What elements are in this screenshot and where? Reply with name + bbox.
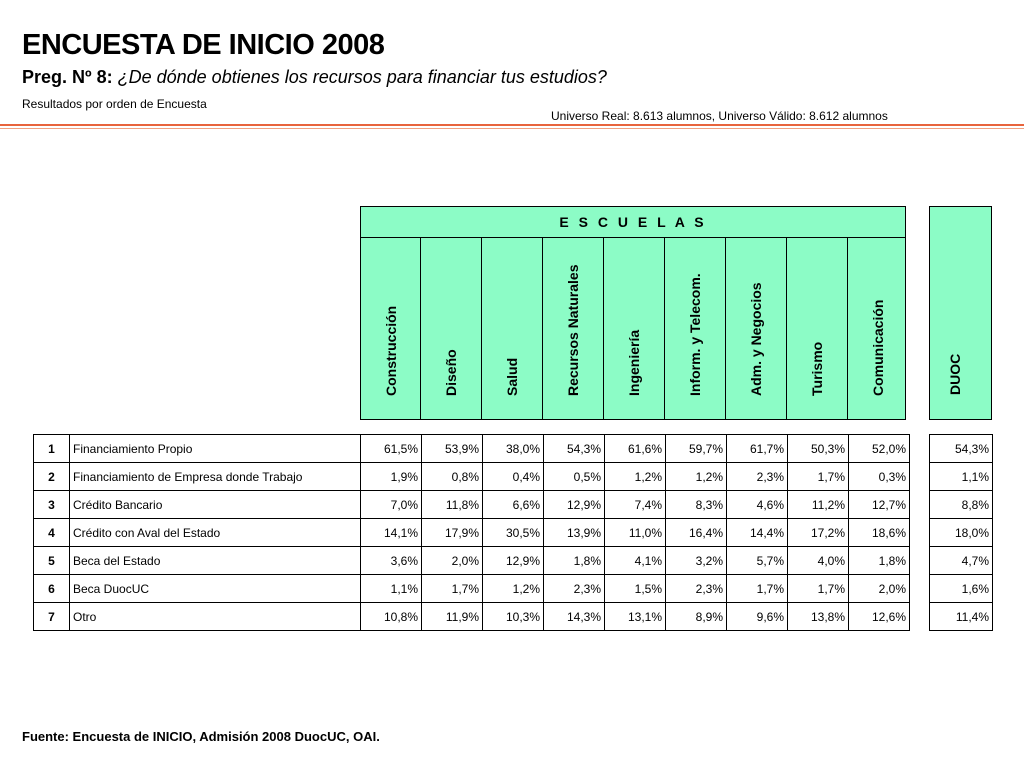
value-cell: 1,2% <box>666 463 727 491</box>
table-row <box>34 575 910 603</box>
row-label: Otro <box>70 603 361 631</box>
value-cell: 52,0% <box>849 435 910 463</box>
accent-rule-thin <box>0 128 1024 129</box>
school-column <box>725 238 786 420</box>
table-row <box>34 547 910 575</box>
duoc-value-cell: 8,8% <box>930 491 993 519</box>
duoc-value-cell: 18,0% <box>930 519 993 547</box>
subtitle: Resultados por orden de Encuesta <box>22 97 207 111</box>
value-cell: 18,6% <box>849 519 910 547</box>
value-cell: 13,8% <box>788 603 849 631</box>
row-rank: 1 <box>34 435 70 463</box>
duoc-row <box>930 603 993 631</box>
value-cell: 7,4% <box>605 491 666 519</box>
value-cell: 1,2% <box>605 463 666 491</box>
school-column-label: Turismo <box>809 341 825 396</box>
schools-group-label: E S C U E L A S <box>361 207 905 238</box>
schools-header <box>360 206 906 420</box>
school-column <box>542 238 603 420</box>
row-rank: 2 <box>34 463 70 491</box>
duoc-row <box>930 575 993 603</box>
row-label: Crédito Bancario <box>70 491 361 519</box>
value-cell: 3,2% <box>666 547 727 575</box>
value-cell: 11,8% <box>422 491 483 519</box>
value-cell: 1,9% <box>361 463 422 491</box>
row-rank: 6 <box>34 575 70 603</box>
value-cell: 11,0% <box>605 519 666 547</box>
value-cell: 1,8% <box>849 547 910 575</box>
value-cell: 61,6% <box>605 435 666 463</box>
row-label: Beca del Estado <box>70 547 361 575</box>
value-cell: 10,8% <box>361 603 422 631</box>
duoc-header <box>929 206 992 420</box>
duoc-row <box>930 547 993 575</box>
value-cell: 2,0% <box>422 547 483 575</box>
value-cell: 11,9% <box>422 603 483 631</box>
row-label: Beca DuocUC <box>70 575 361 603</box>
value-cell: 9,6% <box>727 603 788 631</box>
duoc-column-label: DUOC <box>947 353 963 395</box>
universe-note: Universo Real: 8.613 alumnos, Universo Válido: 8.612 alumnos <box>551 109 888 123</box>
value-cell: 6,6% <box>483 491 544 519</box>
value-cell: 61,7% <box>727 435 788 463</box>
value-cell: 50,3% <box>788 435 849 463</box>
school-column-label: Ingeniería <box>626 329 642 396</box>
value-cell: 1,5% <box>605 575 666 603</box>
value-cell: 13,1% <box>605 603 666 631</box>
school-column <box>481 238 542 420</box>
value-cell: 5,7% <box>727 547 788 575</box>
school-column <box>603 238 664 420</box>
row-rank: 4 <box>34 519 70 547</box>
value-cell: 17,9% <box>422 519 483 547</box>
school-column <box>786 238 847 420</box>
school-column-label: Recursos Naturales <box>565 264 581 396</box>
value-cell: 4,0% <box>788 547 849 575</box>
duoc-value-cell: 54,3% <box>930 435 993 463</box>
value-cell: 30,5% <box>483 519 544 547</box>
table-row <box>34 463 910 491</box>
value-cell: 0,8% <box>422 463 483 491</box>
duoc-row <box>930 491 993 519</box>
page-title: ENCUESTA DE INICIO 2008 <box>22 29 385 61</box>
table-row <box>34 491 910 519</box>
table-row <box>34 519 910 547</box>
value-cell: 12,9% <box>483 547 544 575</box>
row-label: Financiamiento de Empresa donde Trabajo <box>70 463 361 491</box>
value-cell: 2,3% <box>666 575 727 603</box>
school-column-label: Adm. y Negocios <box>748 282 764 396</box>
school-column <box>847 238 908 420</box>
school-column <box>420 238 481 420</box>
value-cell: 4,6% <box>727 491 788 519</box>
school-column-label: Construcción <box>382 305 399 396</box>
value-cell: 2,3% <box>727 463 788 491</box>
duoc-table <box>929 434 993 631</box>
duoc-row <box>930 519 993 547</box>
value-cell: 3,6% <box>361 547 422 575</box>
school-column-label: Diseño <box>443 349 459 396</box>
question-line <box>22 66 607 88</box>
value-cell: 8,3% <box>666 491 727 519</box>
table-row <box>34 435 910 463</box>
value-cell: 1,1% <box>361 575 422 603</box>
value-cell: 1,7% <box>788 463 849 491</box>
value-cell: 4,1% <box>605 547 666 575</box>
row-label: Financiamiento Propio <box>70 435 361 463</box>
value-cell: 16,4% <box>666 519 727 547</box>
value-cell: 1,7% <box>788 575 849 603</box>
value-cell: 12,9% <box>544 491 605 519</box>
row-rank: 5 <box>34 547 70 575</box>
value-cell: 61,5% <box>361 435 422 463</box>
results-table <box>33 434 910 631</box>
value-cell: 17,2% <box>788 519 849 547</box>
value-cell: 0,5% <box>544 463 605 491</box>
value-cell: 2,3% <box>544 575 605 603</box>
value-cell: 0,3% <box>849 463 910 491</box>
duoc-row <box>930 435 993 463</box>
value-cell: 14,3% <box>544 603 605 631</box>
table-row <box>34 603 910 631</box>
duoc-value-cell: 1,6% <box>930 575 993 603</box>
value-cell: 1,7% <box>727 575 788 603</box>
school-column-label: Comunicación <box>870 299 886 396</box>
value-cell: 13,9% <box>544 519 605 547</box>
duoc-value-cell: 1,1% <box>930 463 993 491</box>
accent-rule <box>0 124 1024 126</box>
value-cell: 11,2% <box>788 491 849 519</box>
value-cell: 14,1% <box>361 519 422 547</box>
row-rank: 7 <box>34 603 70 631</box>
question-number: Preg. Nº 8: <box>22 67 113 87</box>
row-label: Crédito con Aval del Estado <box>70 519 361 547</box>
value-cell: 1,8% <box>544 547 605 575</box>
value-cell: 1,2% <box>483 575 544 603</box>
source-note: Fuente: Encuesta de INICIO, Admisión 2008 DuocUC, OAI. <box>22 729 380 744</box>
value-cell: 2,0% <box>849 575 910 603</box>
value-cell: 0,4% <box>483 463 544 491</box>
value-cell: 8,9% <box>666 603 727 631</box>
school-column <box>664 238 725 420</box>
duoc-row <box>930 463 993 491</box>
row-rank: 3 <box>34 491 70 519</box>
value-cell: 38,0% <box>483 435 544 463</box>
value-cell: 12,6% <box>849 603 910 631</box>
value-cell: 1,7% <box>422 575 483 603</box>
school-column-label: Inform. y Telecom. <box>687 273 703 396</box>
value-cell: 10,3% <box>483 603 544 631</box>
question-text: ¿De dónde obtienes los recursos para financiar tus estudios? <box>117 67 607 87</box>
value-cell: 12,7% <box>849 491 910 519</box>
duoc-value-cell: 4,7% <box>930 547 993 575</box>
value-cell: 7,0% <box>361 491 422 519</box>
value-cell: 14,4% <box>727 519 788 547</box>
duoc-value-cell: 11,4% <box>930 603 993 631</box>
school-column <box>361 238 420 420</box>
value-cell: 53,9% <box>422 435 483 463</box>
school-column-label: Salud <box>504 357 520 396</box>
value-cell: 59,7% <box>666 435 727 463</box>
value-cell: 54,3% <box>544 435 605 463</box>
